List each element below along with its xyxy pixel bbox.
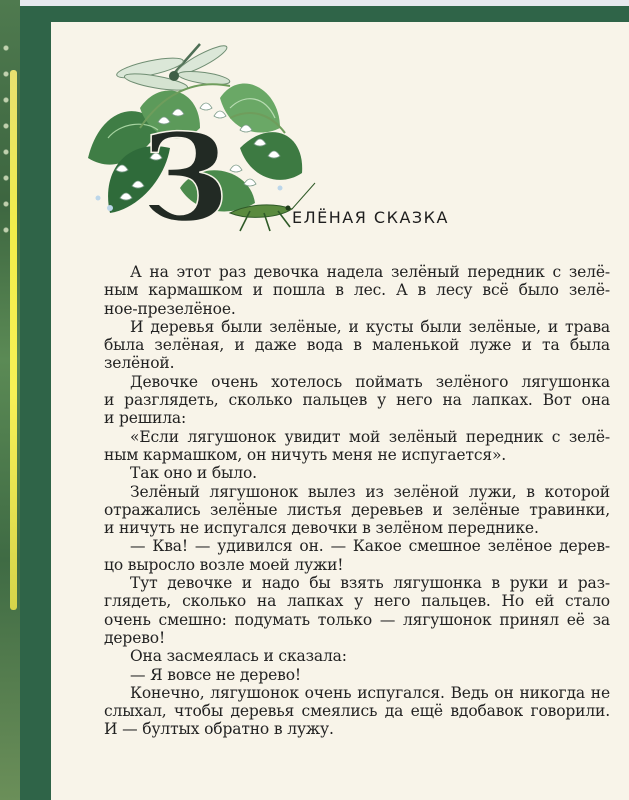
story-body: [104, 263, 610, 739]
text-line: И деревья были зелёные, и кусты были зелёные, и трава: [130, 317, 610, 336]
text-line: Она засмеялась и сказала:: [130, 647, 347, 666]
text-line: цо выросло возле моей лужи!: [104, 555, 344, 574]
text-line: Тут девочке и надо бы взять лягушонка в руки и раз-: [130, 574, 610, 593]
text-line: Так оно и было.: [130, 464, 257, 483]
text-line: и ничуть не испугался девочки в зелёном переднике.: [104, 519, 539, 538]
drop-cap-illustration: [80, 38, 320, 238]
text-line: очень смешно: подумать только — лягушонок принял её за: [104, 610, 610, 629]
text-line: глядеть, сколько на лапках у него пальцев. Но ей стало: [104, 592, 610, 611]
text-line: А на этот раз девочка надела зелёный передник с зелё-: [130, 263, 610, 281]
text-line: ным кармашком и пошла в лес. А в лесу всё было зелё-: [104, 281, 610, 300]
text-line: дерево!: [104, 628, 166, 647]
text-line: была зелёная, и даже вода в маленькой луже и та была: [104, 336, 610, 355]
text-line: — Ква! — удивился он. — Какое смешное зелёное дерев-: [130, 537, 610, 556]
text-line: ное-презелёное.: [104, 299, 236, 318]
text-line: «Если лягушонок увидит мой зелёный передник с зелё-: [130, 427, 610, 446]
dragonfly-icon: [115, 42, 230, 94]
text-line: и разглядеть, сколько пальцев у него на лапках. Вот она: [104, 391, 610, 410]
top-edge: [20, 0, 629, 6]
text-line: Девочке очень хотелось поймать зелёного лягушонка: [130, 372, 610, 391]
text-line: Зелёный лягушонок вылез из зелёной лужи, в которой: [130, 482, 610, 501]
text-line: ным кармашком, он ничуть меня не испугается».: [104, 445, 507, 464]
drop-cap-letter: З: [142, 108, 229, 238]
text-line: — Я вовсе не дерево!: [130, 665, 301, 684]
text-line: И — бултых обратно в лужу.: [104, 720, 334, 739]
text-line: слыхал, чтобы деревья смеялись да ещё вдобавок говорили.: [104, 702, 610, 721]
spine-yellow-edge: [10, 70, 17, 610]
story-title: ЕЛЁНАЯ СКАЗКА: [292, 208, 449, 227]
text-line: отражались зелёные листья деревьев и зелёные травинки,: [104, 500, 610, 519]
text-line: и решила:: [104, 409, 187, 428]
text-line: Конечно, лягушонок очень испугался. Ведь он никогда не: [130, 683, 610, 702]
text-line: зелёной.: [104, 354, 175, 373]
